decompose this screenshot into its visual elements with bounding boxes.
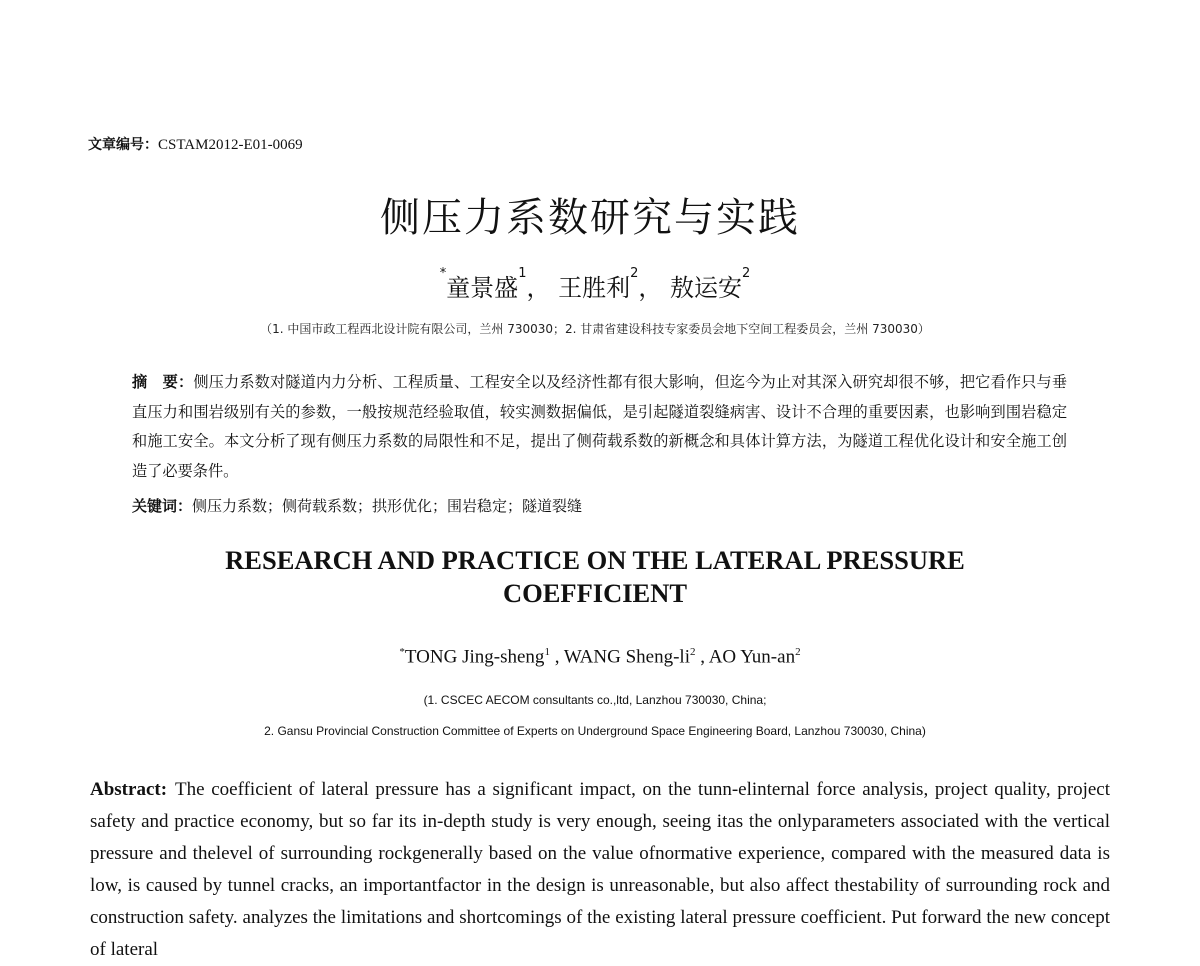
- author-affiliation-mark: 2: [690, 646, 696, 658]
- author-affiliation-mark: 2: [742, 266, 751, 281]
- article-number-label: 文章编号：: [88, 137, 158, 153]
- corresponding-mark: *: [439, 266, 447, 281]
- authors-chinese: [0, 268, 1190, 303]
- title-chinese: 侧压力系数研究与实践: [380, 195, 800, 241]
- author-name: 童景盛: [446, 274, 519, 302]
- abstract-chinese: [132, 368, 1067, 486]
- affiliations-chinese: （1. 中国市政工程西北设计院有限公司，兰州 730030；2. 甘肃省建设科技专家委员会地下空间工程委员会，兰州 730030）: [260, 322, 930, 336]
- author-affiliation-mark: 2: [630, 266, 639, 281]
- authors-english: [0, 646, 1200, 668]
- title-english-line: RESEARCH AND PRACTICE ON THE LATERAL PRESSURE: [225, 545, 965, 575]
- abstract-english-text: The coefficient of lateral pressure has a significant impact, on the tunn-elinternal force analysis, project quality, project safety and practice economy, but so far its in-depth study is very enough, seeing itas the onlyparameters associated with the vertical pressure and thelevel of surrounding rockgenerally based on the value ofnormative experience, compared with the measured data is low, is caused by tunnel cracks, an importantfactor in the design is unreasonable, but also affect thestability of surrounding rock and construction safety. analyzes the limitations and shortcomings of the existing lateral pressure coefficient. Put forward the new concept of lateral: [90, 779, 1110, 960]
- keywords-chinese-text: 侧压力系数；侧荷载系数；拱形优化；围岩稳定；隧道裂缝: [192, 497, 583, 515]
- abstract-chinese-label: 摘 要：: [132, 373, 194, 391]
- author-affiliation-mark: 1: [544, 646, 550, 658]
- author-name: WANG Sheng-li: [563, 646, 690, 668]
- affiliation-english-1: (1. CSCEC AECOM consultants co.,ltd, Lanzhou 730030, China;: [423, 693, 767, 707]
- author-separator: ，: [526, 274, 551, 302]
- keywords-chinese-label: 关键词：: [132, 497, 193, 515]
- corresponding-mark: *: [399, 646, 405, 658]
- abstract-english-label: Abstract:: [90, 779, 168, 800]
- title-english-line: COEFFICIENT: [502, 578, 688, 608]
- author-name: 敖运安: [670, 274, 743, 302]
- abstract-english: [90, 774, 1110, 966]
- author-separator: ，: [638, 274, 663, 302]
- author-name: 王胜利: [558, 274, 631, 302]
- article-number: [88, 134, 303, 154]
- author-name: TONG Jing-sheng: [404, 646, 545, 668]
- affiliation-english-2: 2. Gansu Provincial Construction Committee of Experts on Underground Space Engineering Board, Lanzhou 730030, China): [264, 724, 926, 738]
- abstract-chinese-text: 侧压力系数对隧道内力分析、工程质量、工程安全以及经济性都有很大影响，但迄今为止对其深入研究却很不够，把它看作只与垂直压力和围岩级别有关的参数，一般按规范经验取值，较实测数据偏低，是引起隧道裂缝病害、设计不合理的重要因素，也影响到围岩稳定和施工安全。本文分析了现有侧压力系数的局限性和不足，提出了侧荷载系数的新概念和具体计算方法，为隧道工程优化设计和安全施工创造了必要条件。: [132, 373, 1068, 480]
- title-english: [0, 544, 1190, 610]
- author-separator: ,: [549, 646, 564, 668]
- keywords-chinese: [132, 495, 582, 516]
- article-number-value: CSTAM2012-E01-0069: [158, 137, 303, 153]
- author-affiliation-mark: 1: [518, 266, 527, 281]
- author-affiliation-mark: 2: [795, 646, 801, 658]
- author-name: AO Yun-an: [708, 646, 796, 668]
- author-separator: ,: [695, 646, 709, 668]
